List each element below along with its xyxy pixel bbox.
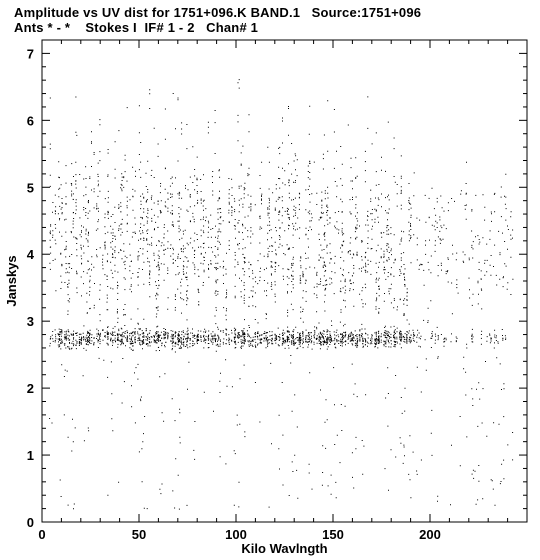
chart-title: Amplitude vs UV dist for 1751+096.K BAND.1 Source:1751+096 [14, 5, 422, 20]
x-tick-label: 200 [419, 527, 441, 542]
y-tick-label: 1 [26, 448, 34, 464]
x-tick-label: 100 [225, 527, 247, 542]
y-tick-label: 4 [26, 247, 34, 263]
scatter-points [49, 79, 513, 510]
axis-ticks [27, 40, 527, 542]
x-tick-label: 0 [38, 527, 46, 542]
y-tick-label: 6 [26, 113, 34, 129]
chart-subtitle: Ants * - * Stokes I IF# 1 - 2 Chan# 1 [14, 20, 259, 35]
x-axis-label: Kilo Wavlngth [241, 541, 328, 556]
x-tick-label: 150 [322, 527, 344, 542]
data-points [49, 79, 513, 510]
y-tick-label: 5 [26, 180, 34, 196]
y-tick-label: 2 [26, 381, 34, 397]
x-tick-label: 50 [131, 527, 147, 542]
y-tick-label: 3 [26, 314, 34, 330]
y-tick-label: 0 [26, 515, 34, 530]
y-tick-label: 7 [26, 46, 34, 62]
y-axis-label: Janskys [4, 255, 19, 307]
plot-frame [42, 40, 527, 522]
